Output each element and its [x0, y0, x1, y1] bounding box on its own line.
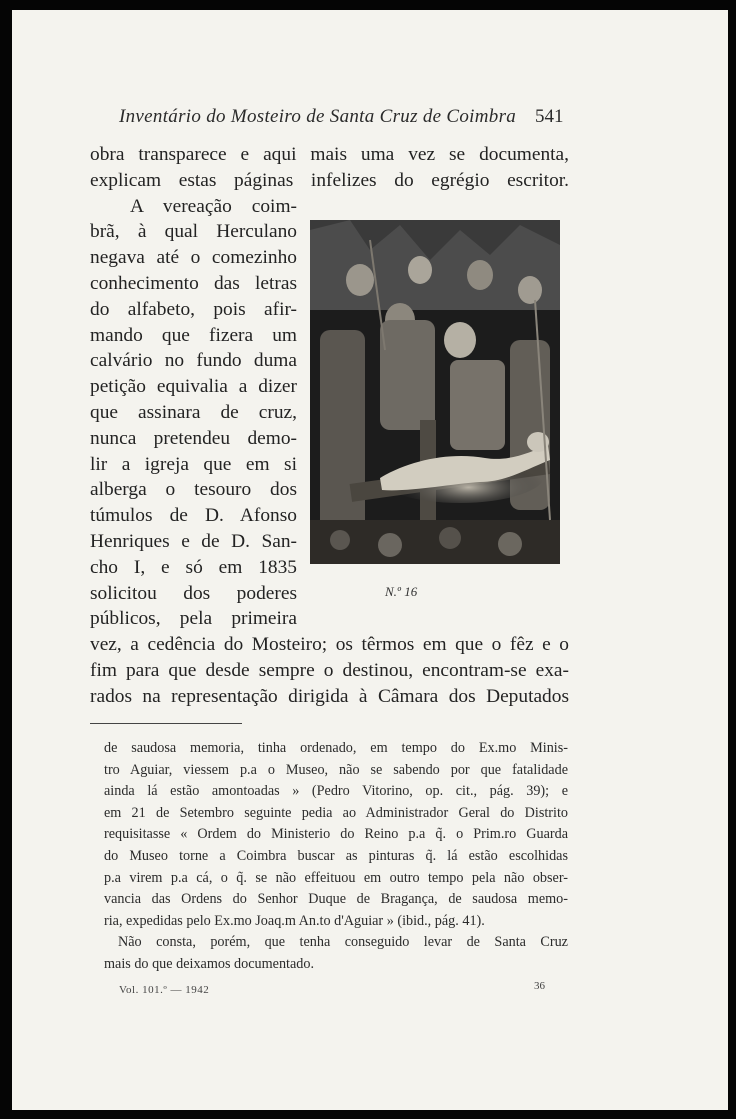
- footnote-line: em 21 de Setembro seguinte pedia ao Administrador Geral do Distrito: [104, 804, 568, 821]
- footnote-line: ainda lá estão amontoadas » (Pedro Vitorino, op. cit., pág. 39); e: [104, 783, 568, 800]
- footnote-line: ria, expedidas pelo Ex.mo Joaq.m An.to d'Aguiar » (ibid., pág. 41).: [104, 912, 485, 929]
- text-line: que assinara de cruz,: [90, 401, 297, 423]
- footnote-line: vancia das Ordens do Senhor Duque de Bragança, de saudosa memo-: [104, 891, 568, 908]
- text-line: lir a igreja que em si: [90, 453, 297, 475]
- text-line: negava até o comezinho: [90, 247, 297, 269]
- text-line: nunca pretendeu demo-: [90, 427, 297, 449]
- text-line: vez, a cedência do Mosteiro; os têrmos em que o fêz e o: [90, 634, 569, 656]
- footnote-divider: [90, 723, 242, 724]
- text-line: públicos, pela primeira: [90, 608, 297, 630]
- text-line: A vereação coim-: [130, 195, 297, 217]
- text-line: fim para que desde sempre o destinou, encontram-se exa-: [90, 659, 569, 681]
- footnote-line: p.a virem p.a cá, o q̃. se não effeituou em outro tempo pela não obser-: [104, 869, 568, 886]
- figure-caption: N.º 16: [385, 584, 418, 599]
- painting-illustration: [310, 220, 560, 564]
- text-line: alberga o tesouro dos: [90, 479, 297, 501]
- text-line: mando que fizera um: [90, 324, 297, 346]
- text-line: calvário no fundo duma: [90, 350, 297, 372]
- running-header: [12, 106, 728, 132]
- footnote-line: requisitasse « Ordem do Ministerio do Reino p.a q̃. o Prim.ro Guarda: [104, 826, 568, 843]
- running-title: Inventário do Mosteiro de Santa Cruz de Coimbra: [119, 106, 517, 127]
- text-line: brã, à qual Herculano: [90, 221, 297, 243]
- footnote-line: de saudosa memoria, tinha ordenado, em tempo do Ex.mo Minis-: [104, 740, 568, 756]
- crucifixion-painting-image: [310, 220, 560, 564]
- text-line: do alfabeto, pois afir-: [90, 298, 297, 320]
- page: [12, 10, 728, 1110]
- footnote-line: Não consta, porém, que tenha conseguido levar de Santa Cruz: [118, 934, 568, 951]
- text-line: explicam estas páginas infelizes do egrégio escritor.: [90, 169, 569, 191]
- text-line: solicitou dos poderes: [90, 582, 297, 604]
- text-line: conhecimento das letras: [90, 272, 297, 294]
- text-line: obra transparece e aqui mais uma vez se documenta,: [90, 144, 569, 165]
- signature-number: 36: [534, 980, 545, 992]
- text-line: petição equivalia a dizer: [90, 376, 297, 398]
- footnote-line: do Museo torne a Coimbra buscar as pinturas q̃. lá estão escolhidas: [104, 847, 568, 864]
- footnote-line: tro Aguiar, viessem p.a o Museo, não se sabendo por que fatalidade: [104, 761, 568, 778]
- footnotes: [104, 738, 568, 976]
- volume-signature: Vol. 101.º — 1942: [119, 984, 210, 996]
- text-line: rados na representação dirigida à Câmara dos Deputados: [90, 685, 569, 707]
- footnote-line: mais do que deixamos documentado.: [104, 955, 315, 972]
- text-line: cho I, e só em 1835: [90, 556, 297, 578]
- text-line: Henriques e de D. San-: [90, 530, 297, 552]
- page-number: 541: [535, 106, 564, 127]
- text-line: túmulos de D. Afonso: [90, 505, 297, 527]
